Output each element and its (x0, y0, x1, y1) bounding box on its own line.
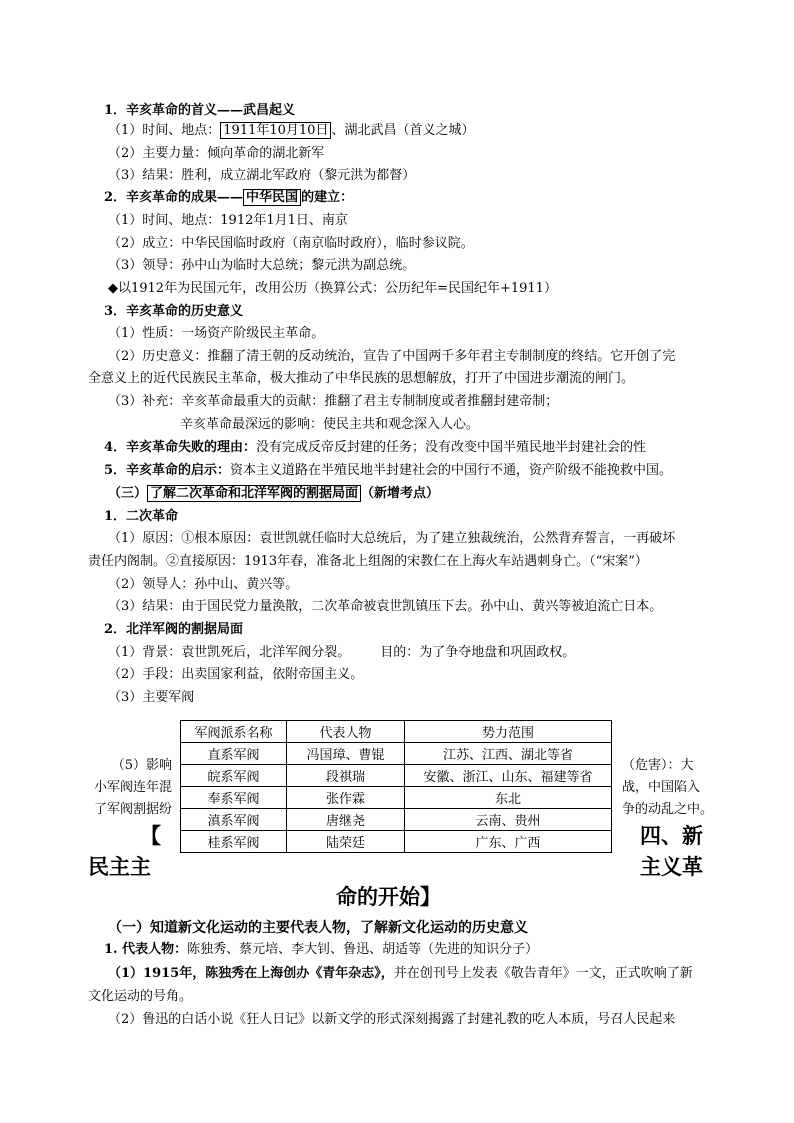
section-5-label: 5．辛亥革命的启示： (104, 463, 231, 478)
table-cell: 云南、贵州 (405, 809, 612, 831)
table-row (181, 787, 612, 809)
second-revolution-line-3: （3）结果：由于国民党力量涣散，二次革命被袁世凯镇压下去。孙中山、黄兴等被迫流亡日本。 (108, 599, 663, 614)
warlords-line-3: （3）主要军阀 (108, 690, 195, 705)
second-revolution-line-1a: （1）原因：①根本原因：袁世凯就任临时大总统后，为了建立独裁统治，公然背弃誓言，一再破坏 (108, 531, 676, 546)
big-heading-center: 命的开始】 (336, 884, 441, 909)
section-5-text: 资本主义道路在半殖民地半封建社会的中国行不通，资产阶级不能挽救中国。 (230, 463, 673, 478)
new-culture-line-1-label: 1. 代表人物： (104, 942, 188, 957)
table-row (181, 743, 612, 765)
section-1-line-2: （2）主要力量：倾向革命的湖北新军 (108, 146, 325, 161)
new-culture-line-2-a: （1）1915年，陈独秀在上海创办《青年杂志》， (108, 966, 394, 981)
section-1-line-1-suffix: 、湖北武昌（首义之城） (331, 123, 475, 138)
table-cell: 张作霖 (287, 787, 405, 809)
section-4-label: 4．辛亥革命失败的理由： (104, 440, 257, 455)
side-right-line: （危害）：大 (622, 758, 694, 773)
table-cell: 安徽、浙江、山东、福建等省 (405, 765, 612, 787)
new-culture-line-2 (108, 964, 693, 984)
section-1-line-1-prefix: （1）时间、地点： (108, 123, 221, 138)
side-left-line: 小军阀连年混 (93, 780, 172, 795)
part-3-box: 了解二次革命和北洋军阀的割据局面 (147, 485, 361, 502)
table-cell: 唐继尧 (287, 809, 405, 831)
table-row (181, 765, 612, 787)
second-revolution-line-1b: 责任内阁制。②直接原因：1913年春，准备北上组阁的宋教仁在上海火车站遇刺身亡。（“宋案”） (88, 554, 648, 569)
date-box: 1911年10月10日 (220, 122, 331, 139)
part-3-prefix: （三） (108, 486, 148, 501)
big-bracket-left: 【 (140, 823, 161, 848)
warlords-background: （1）背景：袁世凯死后，北洋军阀分裂。 (108, 645, 351, 660)
second-revolution-line-2: （2）领导人：孙中山、黄兴等。 (108, 577, 299, 592)
new-culture-line-1 (104, 940, 538, 960)
new-culture-heading: （一）知道新文化运动的主要代表人物，了解新文化运动的历史意义 (108, 920, 528, 936)
section-2-title-prefix: 2．辛亥革命的成果—— (104, 190, 244, 205)
new-culture-line-2-b: 并在创刊号上发表《敬告青年》一文，正式吹响了新 (393, 966, 693, 981)
table-cell: 桂系军阀 (181, 831, 287, 853)
section-1-title: 1．辛亥革命的首义——武昌起义 (104, 103, 296, 118)
side-right-line: 战，中国陷入 (622, 780, 701, 795)
new-culture-line-1-text: 陈独秀、蔡元培、李大钊、鲁迅、胡适等（先进的知识分子） (187, 942, 539, 957)
section-1-line-3: （3）结果：胜利，成立湖北军政府（黎元洪为都督） (108, 168, 416, 183)
warlords-table (180, 720, 612, 853)
table-row (181, 809, 612, 831)
table-cell: 奉系军阀 (181, 787, 287, 809)
side-left-line: （5）影响 (111, 758, 172, 773)
warlords-title: 2．北洋军阀的割据局面 (104, 622, 244, 637)
table-header-cell: 势力范围 (405, 721, 612, 743)
section-4 (104, 438, 646, 458)
big-heading-right-1: 四、新 (640, 823, 703, 848)
second-revolution-title: 1．二次革命 (104, 509, 179, 524)
side-note-left (93, 755, 172, 821)
section-3-line-1: （1）性质：一场资产阶级民主革命。 (108, 326, 325, 341)
table-cell: 陆荣廷 (287, 831, 405, 853)
table-row (181, 831, 612, 853)
new-culture-line-2-c: 文化运动的号角。 (88, 989, 193, 1004)
big-heading-right-2: 主义革 (640, 854, 703, 879)
side-note-right (622, 755, 713, 821)
section-3-line-3a: （3）补充：辛亥革命最重大的贡献：推翻了君主专制制度或者推翻封建帝制； (108, 394, 559, 409)
table-cell: 冯国璋、曹锟 (287, 743, 405, 765)
table-cell: 广东、广西 (405, 831, 612, 853)
table-header-row (181, 721, 612, 743)
table-cell: 段祺瑞 (287, 765, 405, 787)
section-4-text: 没有完成反帝反封建的任务；没有改变中国半殖民地半封建社会的性 (256, 440, 647, 455)
section-1-line-1 (108, 121, 474, 141)
section-2-line-1: （1）时间、地点：1912年1月1日、南京 (108, 213, 348, 228)
section-3-title: 3．辛亥革命的历史意义 (104, 304, 244, 319)
table-cell: 江苏、江西、湖北等省 (405, 743, 612, 765)
side-left-line: 了军阀割据纷 (93, 802, 172, 817)
table-cell: 皖系军阀 (181, 765, 287, 787)
table-cell: 东北 (405, 787, 612, 809)
new-culture-line-3: （2）鲁迅的白话小说《狂人日记》以新文学的形式深刻揭露了封建礼教的吃人本质，号召人民起来 (108, 1012, 676, 1027)
section-3-line-2a: （2）历史意义：推翻了清王朝的反动统治，宣告了中国两千多年君主专制制度的终结。它开创了完 (108, 349, 676, 364)
warlords-purpose: 目的：为了争夺地盘和巩固政权。 (380, 645, 576, 660)
section-3-line-3b: 辛亥革命最深远的影响：使民主共和观念深入人心。 (180, 417, 480, 432)
section-2-note: ◆以1912年为民国元年，改用公历（换算公式：公历纪年=民国纪年+1911） (108, 281, 557, 296)
section-5 (104, 461, 672, 481)
part-3-heading (108, 484, 439, 504)
table-cell: 直系军阀 (181, 743, 287, 765)
table-cell: 滇系军阀 (181, 809, 287, 831)
part-3-suffix: （新增考点） (361, 486, 440, 501)
section-2-title-suffix: 的建立： (301, 190, 354, 205)
warlords-line-1 (108, 643, 575, 663)
side-right-line: 争的动乱之中。 (622, 802, 714, 817)
warlords-line-2: （2）手段：出卖国家利益，依附帝国主义。 (108, 667, 364, 682)
section-3-line-2b: 全意义上的近代民族民主革命，极大推动了中华民族的思想解放，打开了中国进步潮流的闸门。 (88, 371, 635, 386)
section-2-title (104, 188, 353, 208)
table-header-cell: 军阀派系名称 (181, 721, 287, 743)
table-header-cell: 代表人物 (287, 721, 405, 743)
section-2-line-3: （3）领导：孙中山为临时大总统；黎元洪为副总统。 (108, 258, 416, 273)
section-2-line-2: （2）成立：中华民国临时政府（南京临时政府），临时参议院。 (108, 236, 474, 251)
roc-box: 中华民国 (243, 189, 301, 206)
big-heading-left: 民主主 (88, 854, 151, 879)
